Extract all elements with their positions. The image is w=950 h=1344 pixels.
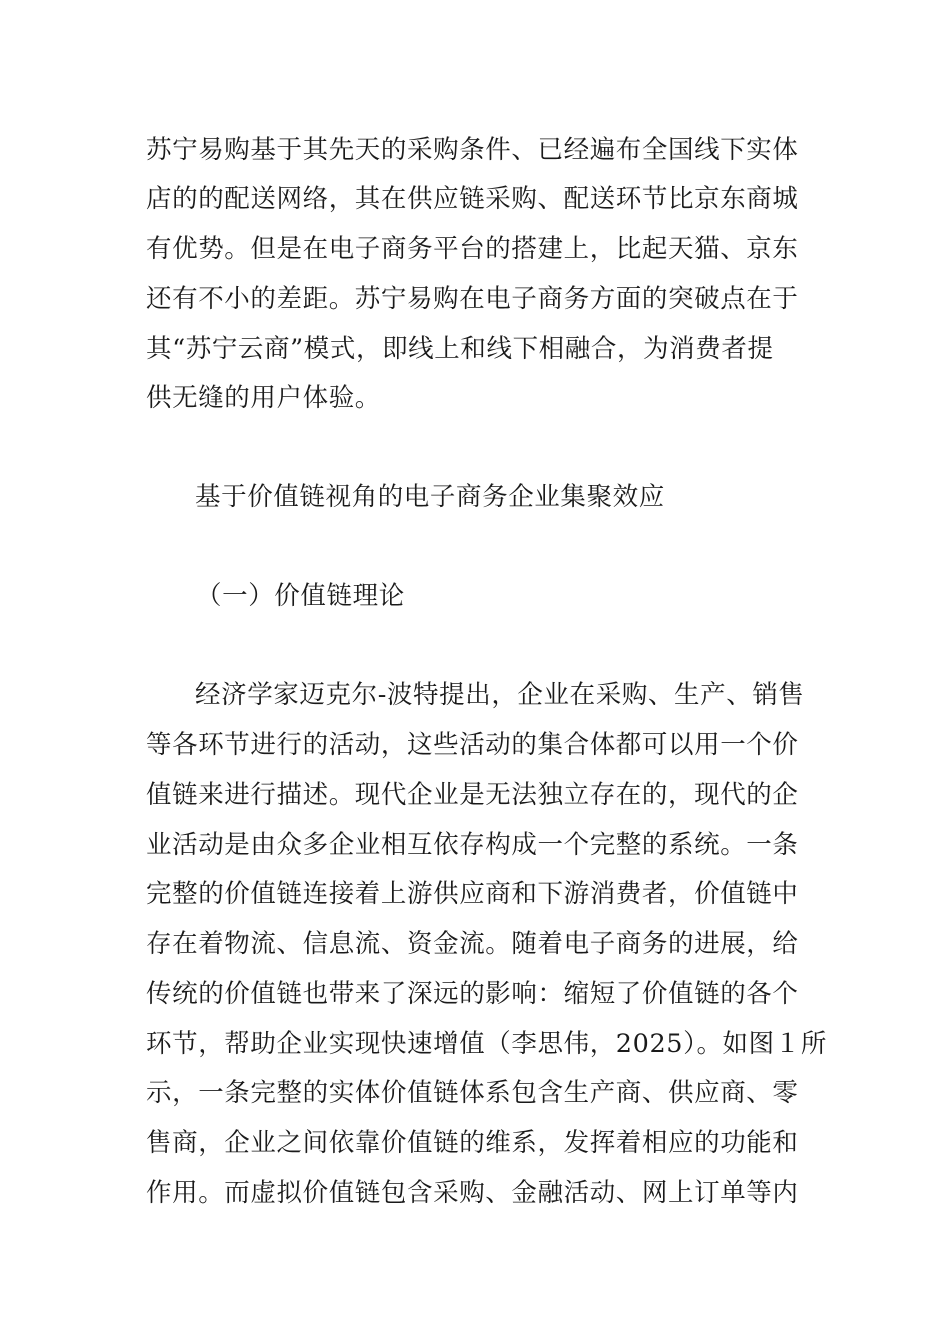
paragraph-2-line-7: 传统的价值链也带来了深远的影响：缩短了价值链的各个 [146, 979, 799, 1009]
paragraph-2-line-5: 完整的价值链连接着上游供应商和下游消费者，价值链中 [146, 879, 799, 909]
paragraph-2-line-4: 业活动是由众多企业相互依存构成一个完整的系统。一条 [146, 830, 799, 860]
paragraph-2-line-1: 经济学家迈克尔-波特提出，企业在采购、生产、销售 [195, 680, 805, 710]
paragraph-2-line-9: 示，一条完整的实体价值链体系包含生产商、供应商、零 [146, 1078, 799, 1108]
paragraph-1-line-6: 供无缝的用户体验。 [146, 383, 381, 413]
subsection-heading: （一）价值链理论 [196, 581, 405, 611]
paragraph-2-line-8: 环节，帮助企业实现快速增值（李思伟，2025）。如图１所 [146, 1029, 827, 1059]
section-heading: 基于价值链视角的电子商务企业集聚效应 [195, 482, 665, 512]
paragraph-1-line-3: 有优势。但是在电子商务平台的搭建上，比起天猫、京东 [146, 234, 799, 264]
paragraph-2-line-3: 值链来进行描述。现代企业是无法独立存在的，现代的企 [146, 780, 799, 810]
paragraph-1-line-5: 其“苏宁云商”模式，即线上和线下相融合，为消费者提 [146, 334, 774, 364]
paragraph-1-line-2: 店的的配送网络，其在供应链采购、配送环节比京东商城 [146, 184, 799, 214]
paragraph-2-line-11: 作用。而虚拟价值链包含采购、金融活动、网上订单等内 [146, 1178, 799, 1208]
paragraph-2-line-10: 售商，企业之间依靠价值链的维系，发挥着相应的功能和 [146, 1128, 799, 1158]
paragraph-2-line-6: 存在着物流、信息流、资金流。随着电子商务的进展，给 [146, 929, 799, 959]
paragraph-1-line-1: 苏宁易购基于其先天的采购条件、已经遍布全国线下实体 [146, 135, 799, 165]
paragraph-2-line-2: 等各环节进行的活动，这些活动的集合体都可以用一个价 [146, 730, 799, 760]
paragraph-1-line-4: 还有不小的差距。苏宁易购在电子商务方面的突破点在于 [146, 284, 799, 314]
